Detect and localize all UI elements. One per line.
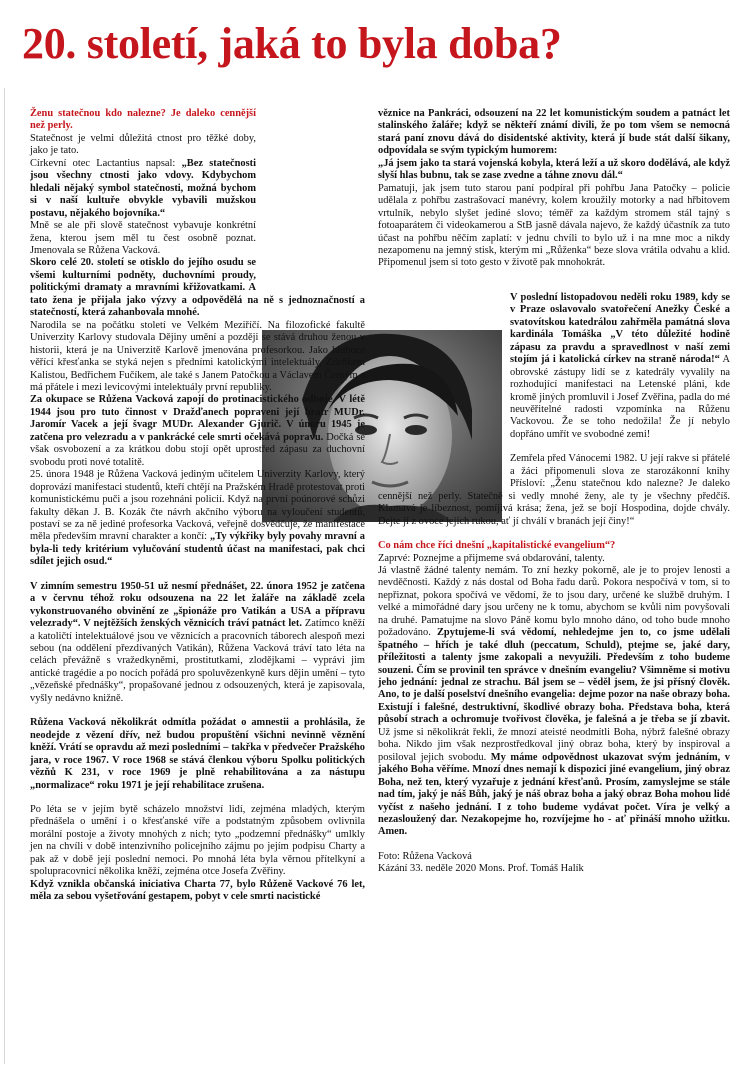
paragraph: Zemřela před Vánocemi 1982. U její rakve si přátelé a žáci připomenuli slova ze starozákonní knihy Přísloví: „Ženu statečnou kdo nalezne? Je daleko cennější než perly. Statečně si vedly mnohé ženy, ale ty je všechny předčíš. Klamavá je líbeznost, pomíjivá krása; žena, jež se bojí Hospodina, dojde chvály. Dejte jí z ovoce jejích rukou, ať jí chválí v branách její činy!“ bbox=[378, 453, 730, 527]
left-column bbox=[30, 108, 365, 904]
paragraph: Zaprvé: Poznejme a přijmeme svá obdarování, talenty. bbox=[378, 552, 605, 564]
paragraph: Narodila se na počátku století ve Velkém Meziříčí. Na filozofické fakultě Univerzity Karlovy studovala Dějiny umění a později se stává druhou ženou v historii, která je na Univerzitě Karlově jmenována profesorkou. Jako hluboce věřící křesťanka se styká nejen s předními katolickými intelektuály, Zdeňkem Kalistou, Bedřichem Fučíkem, ale také s Janem Patočkou a Václavem Černým a má přátele i mezi levicovými intelektuály první republiky. bbox=[30, 319, 365, 393]
photo-credit: Foto: Růžena Vacková bbox=[378, 850, 472, 862]
paragraph: V poslední listopadovou neděli roku 1989, kdy se v Praze oslavovalo svatořečení Anežky České a svatovítskou katedrálou zahřměla památná slova kardinála Tomáška „V této důležité hodině zápasu za pravdu a spravedlnost v naší zemi stojím já i katolická církev na straně národa!“ A obrovské zástupy lidí se z katedrály vyvalily na rozhodující manifestaci na Letenské pláni, kde kromě jiných promluvil i Josef Zvěřina, padla do mé neuvěřitelné radosti vzpomínka na Růženu Vackovou. Že se toho nedožila! Že jí nebylo dopřáno umřít ve svobodné zemi! bbox=[510, 291, 731, 440]
paragraph: Skoro celé 20. století se otisklo do jejího osudu se všemi kulturními podněty, duchovními proudy, politickými dramaty a mravními křižovatkami. A tato žena je přijala jako výzvy a odpovědělá na ně s jednoznačností a statečností, která zahanbovala mnohé. bbox=[30, 257, 365, 319]
page-title: 20. století, jaká to byla doba? bbox=[22, 19, 562, 68]
paragraph: V zimním semestru 1950-51 už nesmí přednášet, 22. února 1952 je zatčena a v červnu téhož roku odsouzena na 22 let žaláře na základě zcela vykonstruovaného obvinění ze „špionáže pro Vatikán a USA a přípravu velezrady“. V nejtěžších ženských věznicích tráví patnáct let. Zatímco kněží a katoličtí intelektuálové jsou ve věznicích a pracovních táborech alespoň mezi sebou (na oddělení přezdívaných Vatikán), Růžena Vacková tráví tato léta na celách převážně s vražedkyněmi, prostitutkami, zlodějkami – vyprávi jim antické tragédie a po nocích pořádá pro spoluvězenkyně kurs dějin umění – tyto „vězeňské přednášky“, propašované jednou z odsouzených, která je zapisovala, vyšly nedávno knižně. bbox=[30, 580, 365, 704]
paragraph: Za okupace se Růžena Vacková zapojí do protinacistického odboje. V létě 1944 jsou pro tuto činnost v Dražďanech popraveni její bratr MUDr. Jaromír Vacek a její švagr MUDr. Alexander Gjurič. V únoru 1945 je zatčena pro velezradu a v pankrácké cele smrti očekává popravu. Dočká se však osvobození a za krátkou dobu stojí opět uprostřed zápasu za duchovní svobodu proti nové totalitě. bbox=[30, 394, 365, 468]
section-heading: Ženu statečnou kdo nalezne? Je daleko cennější než perly. bbox=[30, 108, 256, 132]
sermon-source: Kázání 33. neděle 2020 Mons. Prof. Tomáš Halík bbox=[378, 863, 584, 875]
paragraph: Církevní otec Lactantius napsal: „Bez statečnosti jsou všechny ctnosti jako vdovy. Kdybychom hledali nějaký symbol statečnosti, možná bychom si v naší kultuře obvykle vybavili mužskou postavu, nějakého bojovníka.“ bbox=[30, 157, 256, 219]
quote: „Já jsem jako ta stará vojenská kobyla, která leží a už skoro dodělává, ale když slyší hlas bubnu, tak se zase zvedne a táhne znovu dál.“ bbox=[378, 157, 730, 182]
paragraph: Statečnost je velmi důležitá ctnost pro těžké doby, jako je tato. bbox=[30, 132, 256, 157]
paragraph: Po léta se v jejím bytě scházelo množství lidí, zejména mladých, kterým přednášela o umění i o křesťanské víře a podstatným způsobem ovlivnila morální postoje a životy mnohých z nich; tyto „podzemní přednášky“ umlkly jen na chvíli v době intenzivního policejního zájmu po jejím podpisu Charty a pak až v době její poslední nemoci. Po mnohá léta byla věrnou přítelkyní a spolupracovnicí několika kněží, zejména otce Josefa Zvěřiny. bbox=[30, 804, 365, 878]
paragraph: 25. února 1948 je Růžena Vacková jediným učitelem Univerzity Karlovy, který doprovází manifestaci studentů, kteří chtějí na Pražském Hradě protestovat proti komunistickému puči a jsou rozehnáni policií. Když na první poúnorové schůzi fakulty děkan J. B. Kozák čte návrh akčního výboru na vyloučení studentů, postaví se za ně jediné profesorka Vacková, veřejně dosvědčuje, že manifestace měla především mravní charakter a končí: „Ty výkřiky byly povahy mravní a byla-li tedy kritérium vylučování studentů účast na manifestaci, pak chci sdílet jejich osud.“ bbox=[30, 469, 365, 568]
paragraph: Mně se ale při slově statečnost vybavuje konkrétní žena, kterou jsem měl tu čest osobně poznat. Jmenovala se Růžena Vacková. bbox=[30, 220, 256, 256]
right-column bbox=[378, 108, 730, 876]
paragraph: věznice na Pankráci, odsouzení na 22 let komunistickým soudem a patnáct let stalinského žaláře; když se někteří známí divili, že po tom všem se nemocná stará paní znovu dává do disidentské aktivity, která jí bude stát další šikany, odpovídala se svým typickým humorem: bbox=[378, 108, 730, 157]
section-heading: Co nám chce říci dnešní „kapitalistické evangelium“? bbox=[378, 540, 616, 552]
paragraph: Pamatuji, jak jsem tuto starou paní podpíral při pohřbu Jana Patočky – policie udělala z pohřbu zastrašovací manévry, kolem kroužily motorky a nad hřbitovem vrtulník, nebylo slyšet jediné slovo; téměř za každým stromem stál tajný s fotoaparátem či videokamerou a StB jasně dávala najevo, že každý účastník za tuto účast na pohřbu něčím zaplatí: v jednu chvíli to bylo už i na mne moc a nikdy nezapomenu na jemný stisk, kterým mi „Růženka“ beze slova vrátila odvahu a klid. Připomenul jsem si toto gesto v životě pak mnohokrát. bbox=[378, 182, 730, 269]
paragraph: Když vznikla občanská iniciativa Charta 77, bylo Růženě Vackové 76 let, měla za sebou vyšetřování gestapem, pobyt v cele smrti nacistické bbox=[30, 878, 365, 903]
paragraph: Já vlastně žádné talenty nemám. To zní hezky pokorně, ale je to projev lenosti a nevděčnosti. Každý z nás dostal od Boha řadu darů. Pokora nespočívá v tom, si to nepřiznat, pokora spočívá ve vědomí, že to jsou dary, určené ke službě druhým. I velké a mimořádné dary jsou určeny ne k tomu, abychom se kvůli nim povyšovali na druhé. Pamatujme na slovo Páně komu bylo mnoho dáno, od toho bude mnoho požadováno. Zpytujeme-li svá vědomí, nehledejme jen to, co jsme udělali špatného – hřích je také dluh (peccatum, Schuld), ptejme se, jaké dary, příležitosti a talenty jsme zakopali a nevyužili. Především z toho budeme souzeni. Čím se provinil ten správce v dnešním evangeliu? Všimněme si motivu jeho jednání: jednal ze strachu. Bál jsem se – věděl jsem, že jsi přísný člověk. Ano, to je další poselství dnešního evangelia: dejme pozor na naše obrazy boha. Existují i falešné, destruktivní, škodlivé obrazy boha. Představa boha, která působí strach a ochromuje tvořivost člověka, je falešná a je třeba se jí zbavit. Už jsme si několikrát řekli, že mnozí ateisté neodmítli Boha, nýbrž falešné obrazy boha. Nikdo jim však nezprostředkoval jiný obraz boha, který by inspiroval a posiloval jejich svobodu. My máme odpovědnost ukazovat svým jednáním, v jakého Boha věříme. Mnozí dnes nemají k dispozici jiné evangelium, jiný obraz Boha, než ten, který vyzařuje z jednání křesťanů. Prosím, zamyslejme se stále nad tím, jaký je náš Bůh, jaký je náš obraz boha a jaký obraz Boha mohou lidé vyčíst z našeho jednání. I z toho budeme vydávat počet. Víra je velký a nezasloužený dar. Nezakopejme ho, rozvíjejme ho - ať přináší mnoho užitku. Amen. bbox=[378, 564, 730, 838]
paragraph: Růžena Vacková několikrát odmítla požádat o amnestii a prohlásila, že neodejde z vězení dřív, než budou propuštění všichni nevinně věznění kněží. Vrátí se opravdu až mezi posledními – takřka v předvečer Pražského jara, v roce 1967. V roce 1968 se stává členkou výboru Spolku politických vězňů K 231, v roce 1969 je plně rehabilitována a za nástupu „normalizace“ roku 1971 je její rehabilitace zrušena. bbox=[30, 717, 365, 791]
margin-line bbox=[4, 88, 5, 1064]
